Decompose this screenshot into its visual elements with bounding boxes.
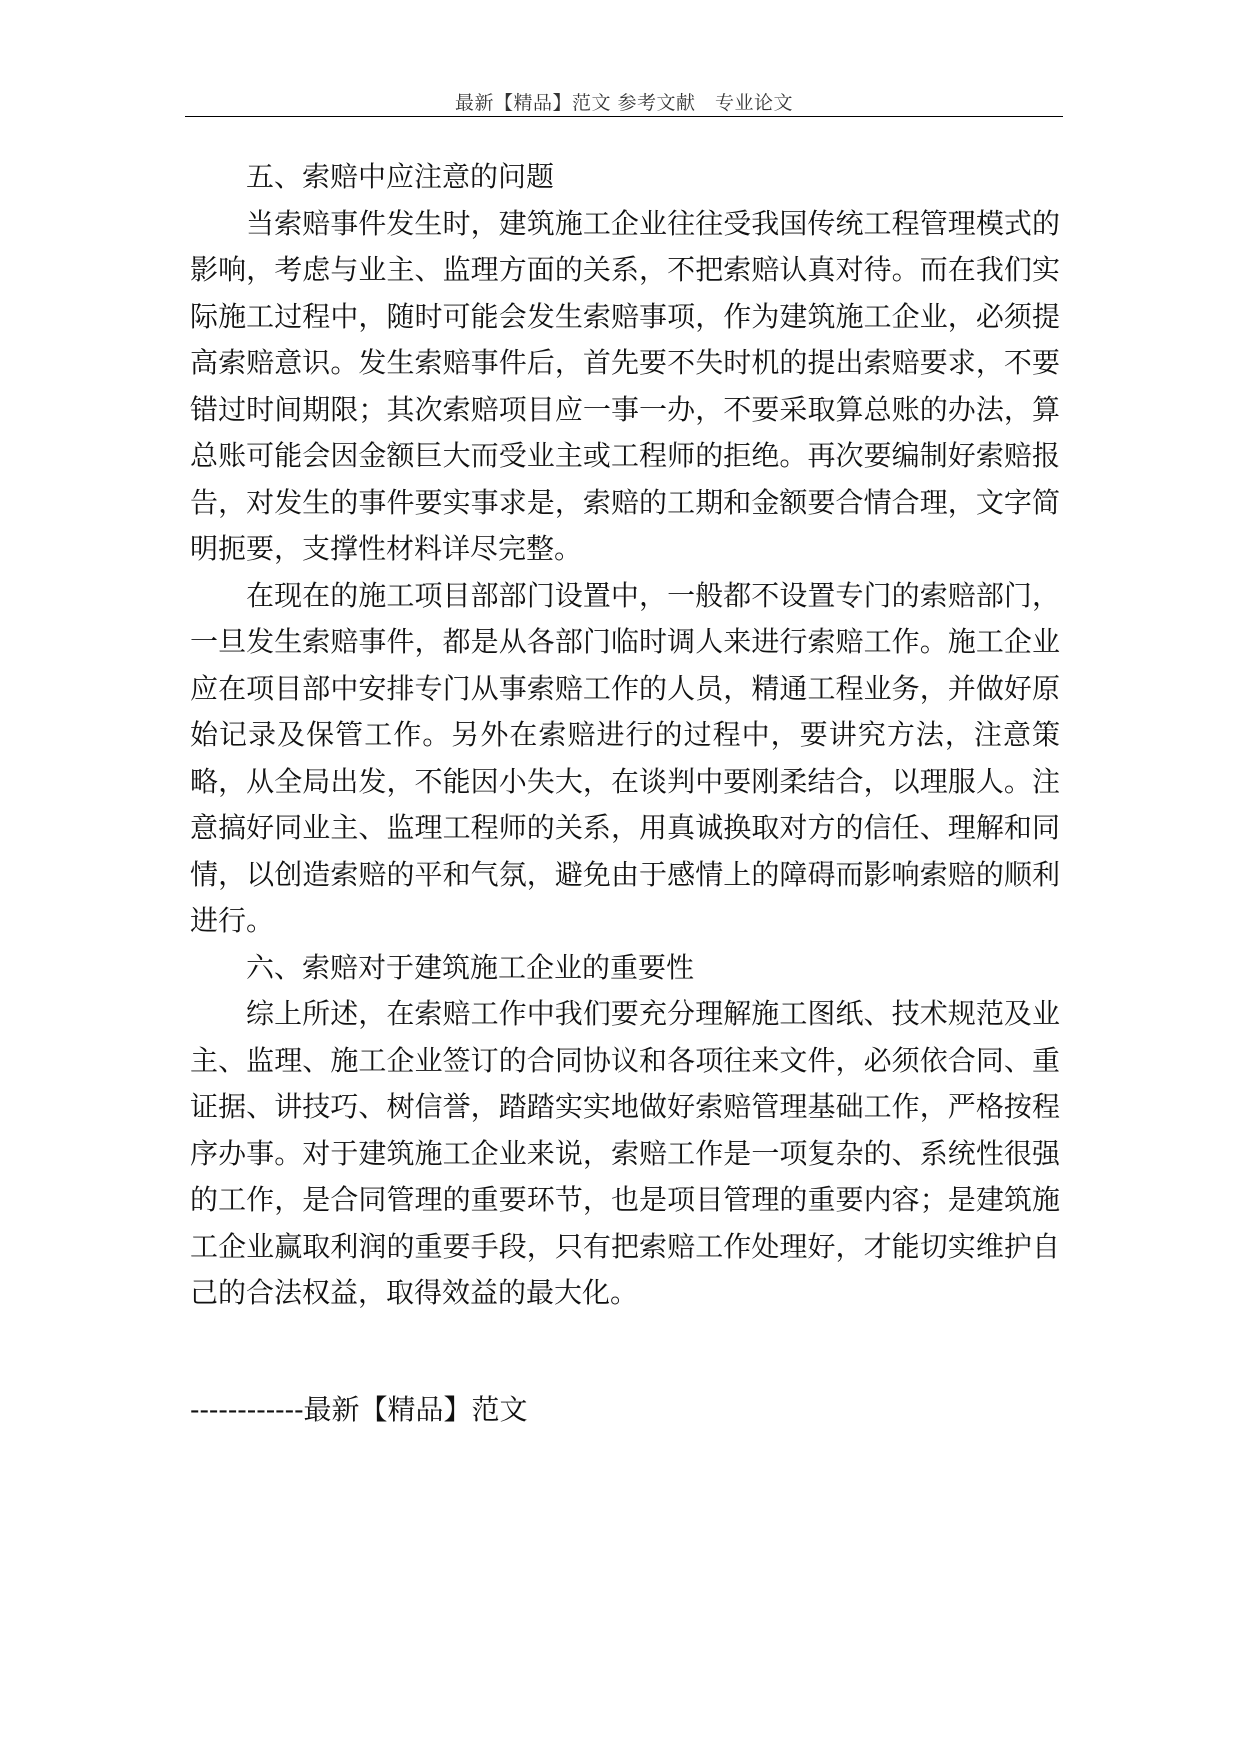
header-divider (185, 116, 1063, 117)
section-heading: 五、索赔中应注意的问题 (246, 160, 555, 193)
page-header: 最新【精品】范文 参考文献 专业论文 (454, 92, 794, 114)
document-body (190, 154, 1060, 1317)
page-footer: ------------最新【精品】范文 (190, 1393, 528, 1426)
paragraph: 在现在的施工项目部部门设置中，一般都不设置专门的索赔部门，一旦发生索赔事件，都是从各部门临时调人来进行索赔工作。施工企业应在项目部中安排专门从事索赔工作的人员，精通工程业务，并做好原始记录及保管工作。另外在索赔进行的过程中，要讲究方法，注意策略，从全局出发，不能因小失大，在谈判中要刚柔结合，以理服人。注意搞好同业主、监理工程师的关系，用真诚换取对方的信任、理解和同情，以创造索赔的平和气氛，避免由于感情上的障碍而影响索赔的顺利进行。 (190, 578, 1060, 937)
section-heading: 六、索赔对于建筑施工企业的重要性 (246, 950, 695, 984)
paragraph: 综上所述，在索赔工作中我们要充分理解施工图纸、技术规范及业主、监理、施工企业签订的合同协议和各项往来文件，必须依合同、重证据、讲技巧、树信誉，踏踏实实地做好索赔管理基础工作，严格按程序办事。对于建筑施工企业来说，索赔工作是一项复杂的、系统性很强的工作，是合同管理的重要环节，也是项目管理的重要内容；是建筑施工企业赢取利润的重要手段，只有把索赔工作处理好，才能切实维护自己的合法权益，取得效益的最大化。 (190, 997, 1060, 1309)
paragraph: 当索赔事件发生时，建筑施工企业往往受我国传统工程管理模式的影响，考虑与业主、监理方面的关系，不把索赔认真对待。而在我们实际施工过程中，随时可能会发生索赔事项，作为建筑施工企业，必须提高索赔意识。发生索赔事件后，首先要不失时机的提出索赔要求，不要错过时间期限；其次索赔项目应一事一办，不要采取算总账的办法，算总账可能会因金额巨大而受业主或工程师的拒绝。再次要编制好索赔报告，对发生的事件要实事求是，索赔的工期和金额要合情合理，文字简明扼要，支撑性材料详尽完整。 (190, 206, 1060, 565)
